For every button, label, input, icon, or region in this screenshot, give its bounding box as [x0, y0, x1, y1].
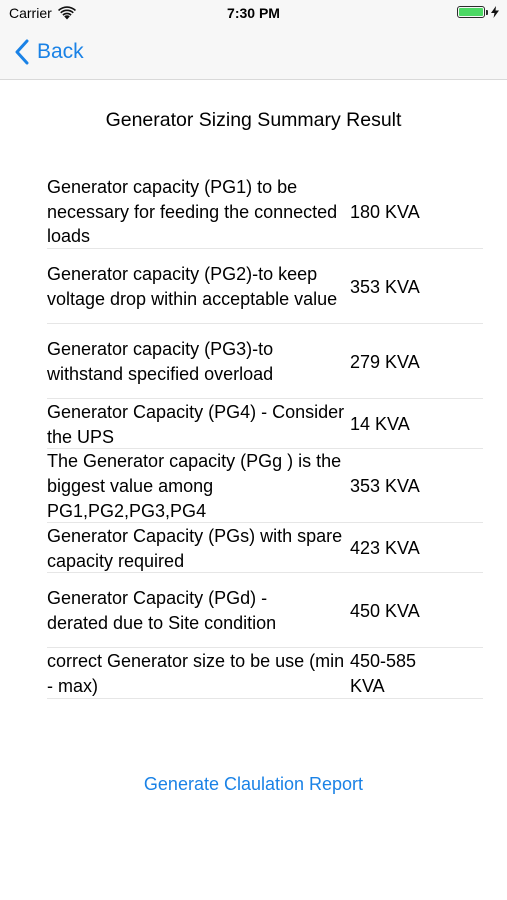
- navigation-bar: [0, 28, 507, 80]
- result-row-range: [47, 648, 483, 699]
- row-value: 423 KVA: [350, 538, 420, 559]
- battery-level: [459, 8, 483, 16]
- battery-indicator: [457, 6, 499, 18]
- result-row-pgs: [47, 523, 483, 573]
- battery-cap: [486, 10, 488, 15]
- row-label: Generator Capacity (PG4) - Consider the UPS: [47, 401, 345, 447]
- generate-report-button[interactable]: Generate Claulation Report: [143, 774, 364, 794]
- clock: 7:30 PM: [227, 5, 280, 21]
- result-row-pgd: [47, 573, 483, 648]
- row-label: Generator Capacity (PGd) - derated due to Site condition: [47, 588, 277, 633]
- result-row-pg1: [47, 174, 483, 249]
- row-label: Generator capacity (PG3)-to withstand specified overload: [47, 339, 274, 384]
- row-label: Generator Capacity (PGs) with spare capacity required: [47, 525, 343, 571]
- row-label: The Generator capacity (PGg ) is the biggest value among PG1,PG2,PG3,PG4: [47, 451, 342, 521]
- page-title: Generator Sizing Summary Result: [105, 109, 402, 131]
- row-value: 450 KVA: [350, 600, 420, 621]
- result-row-pg4: [47, 399, 483, 449]
- battery-icon: [457, 6, 485, 18]
- row-label: Generator capacity (PG2)-to keep voltage drop within acceptable value: [47, 264, 338, 309]
- results-table: [47, 174, 483, 699]
- row-value: 353 KVA: [350, 276, 420, 297]
- result-row-pgg: [47, 449, 483, 523]
- row-label: Generator capacity (PG1) to be necessary for feeding the connected loads: [47, 176, 338, 247]
- status-bar: [0, 0, 507, 28]
- row-label: correct Generator size to be use (min - max): [47, 651, 345, 696]
- row-value: 279 KVA: [350, 351, 420, 372]
- result-row-pg3: [47, 324, 483, 399]
- row-value: 14 KVA: [350, 414, 410, 435]
- carrier-label: Carrier: [9, 5, 52, 21]
- back-button-label: Back: [37, 40, 84, 63]
- back-button[interactable]: [14, 39, 84, 65]
- row-value: 353 KVA: [350, 476, 420, 497]
- charging-bolt-icon: [491, 6, 499, 18]
- row-value: 450-585 KVA: [350, 651, 417, 696]
- result-row-pg2: [47, 249, 483, 324]
- chevron-left-icon: [14, 39, 30, 65]
- row-value: 180 KVA: [350, 201, 420, 222]
